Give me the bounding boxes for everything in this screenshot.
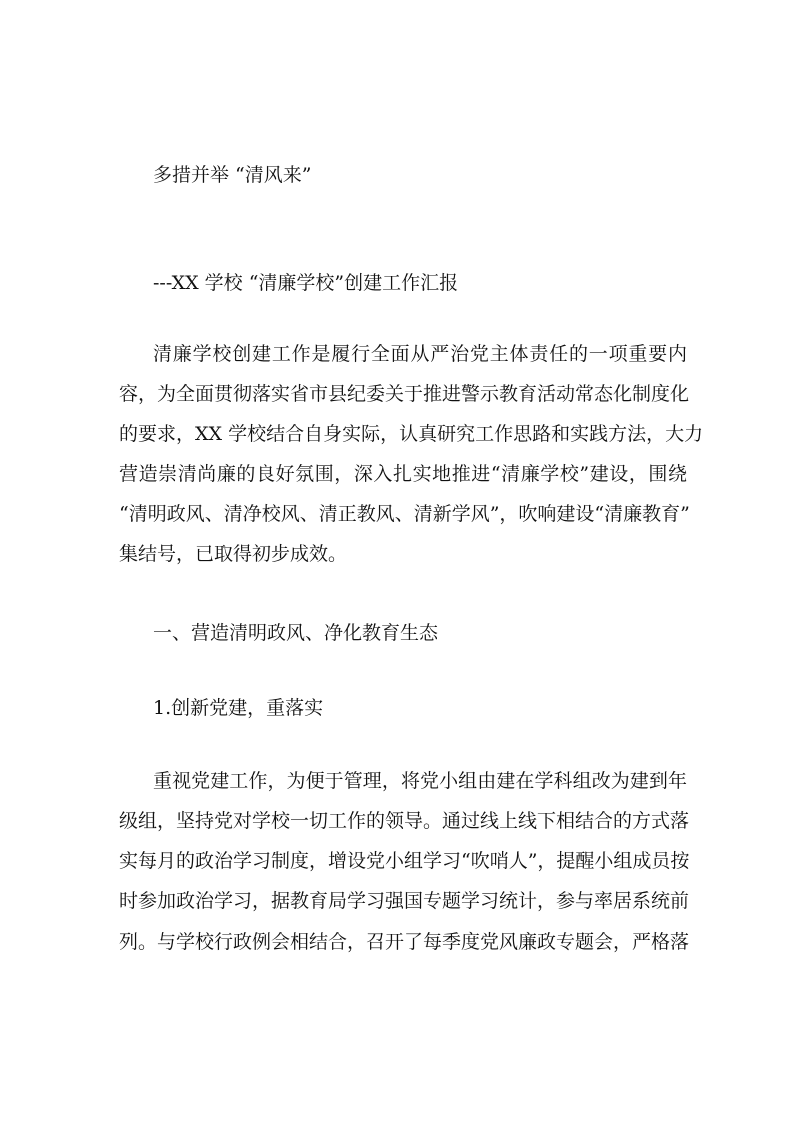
paragraph-line: 时参加政治学习，据教育局学习强国专题学习统计，参与率居系统前	[119, 890, 690, 912]
paragraph-line: “清明政风、清净校风、清正教风、清新学风”，吹响建设“清廉教育”	[119, 503, 690, 525]
paragraph-line: 容，为全面贯彻落实省市县纪委关于推进警示教育活动常态化制度化	[119, 383, 690, 405]
paragraph-line: 清廉学校创建工作是履行全面从严治党主体责任的一项重要内	[153, 343, 687, 365]
paragraph-line: 重视党建工作，为便于管理，将党小组由建在学科组改为建到年	[153, 770, 687, 792]
subsection-heading: 1.创新党建，重落实	[153, 697, 324, 719]
paragraph-line: 实每月的政治学习制度，增设党小组学习“吹哨人”，提醒小组成员按	[119, 850, 690, 872]
document-title: 多措并举 “清风来”	[153, 164, 312, 186]
paragraph-line: 营造崇清尚廉的良好氛围，深入扎实地推进“清廉学校”建设，围绕	[119, 463, 687, 485]
paragraph-line: 集结号，已取得初步成效。	[119, 543, 348, 565]
paragraph-line: 的要求，XX 学校结合自身实际，认真研究工作思路和实践方法，大力	[119, 423, 704, 445]
document-subtitle: ---XX 学校 “清廉学校”创建工作汇报	[153, 272, 459, 294]
section-heading: 一、营造清明政风、净化教育生态	[153, 622, 439, 644]
paragraph-line: 列。与学校行政例会相结合，召开了每季度党风廉政专题会，严格落	[119, 931, 690, 953]
paragraph-line: 级组，坚持党对学校一切工作的领导。通过线上线下相结合的方式落	[119, 810, 690, 832]
